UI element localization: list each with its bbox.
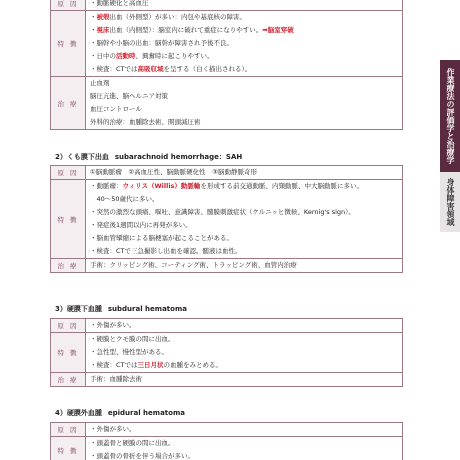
section-heading-title: 4）硬膜外血腫: [55, 409, 102, 417]
content-line: [90, 206, 398, 219]
highlight-term: 三日月状: [137, 361, 164, 369]
content-line: [90, 437, 398, 450]
content-line: [90, 359, 398, 372]
content-line: ・外傷が多い。: [90, 321, 136, 329]
content-line: 手術：クリッピング術、コーティング術、トラッピング術、血管内治療: [90, 261, 297, 269]
content-line: ①脳動脈瘤 ②高血圧性、脳動脈硬化性 ③脳動静脈奇形: [90, 168, 257, 176]
content-line: [90, 180, 398, 193]
section-heading-epidural: [55, 408, 185, 418]
row-content: [86, 373, 403, 387]
section-heading-english: epidural hematoma: [107, 409, 185, 417]
row-content: [86, 0, 403, 11]
text-segment: ・突然の激烈な頭痛、嘔吐、意識障害、髄膜刺激症状（ケルニッヒ徴候、Kernig's sign）。: [90, 208, 355, 216]
content-line: 止血剤: [90, 79, 110, 87]
chapter-tab[interactable]: [440, 60, 460, 172]
text-segment: ・: [90, 26, 97, 34]
row-content: [86, 11, 403, 77]
section-heading-title: 3）硬膜下血腫: [55, 305, 102, 313]
text-segment: 40～50歳代に多い。: [90, 195, 159, 203]
highlight-term: 視床: [96, 26, 110, 34]
content-line: [90, 63, 398, 76]
row-header: 原 因: [51, 319, 86, 333]
side-tabs: [440, 60, 460, 232]
text-segment: を形成する前交通動脈、内頸動脈、中大脳動脈に多い。: [200, 182, 363, 190]
content-line: [90, 193, 398, 206]
arrow-icon: ➡: [262, 26, 268, 34]
content-line: [90, 11, 398, 24]
row-header: 原 因: [51, 166, 86, 180]
text-segment: ・動脈瘤：: [90, 182, 123, 190]
section-tab-label: 身体障害領域: [446, 178, 455, 226]
row-header: 原 因: [51, 423, 86, 437]
section-heading-title: 2）くも膜下出血: [55, 153, 109, 161]
highlight-term: 活動時: [116, 52, 136, 60]
content-line: ・動脈硬化と高血圧: [90, 0, 149, 7]
content-line: [90, 232, 398, 245]
content-line: [90, 450, 398, 460]
text-segment: ・脳血管攣縮による脳梗塞が起こることがある。: [90, 234, 233, 242]
row-header: 治 療: [51, 77, 86, 130]
row-header: 治 療: [51, 373, 86, 387]
text-segment: ・脳幹や小脳の出血：脳幹が障害され予後不良。: [90, 39, 233, 47]
table-row: [51, 333, 403, 373]
content-line: ・外傷が多い。: [90, 425, 136, 433]
text-segment: ・急性型、慢性型がある。: [90, 348, 168, 356]
table-row: [51, 0, 403, 11]
text-segment: の血腫をみとめる。: [163, 361, 223, 369]
section-heading-sah: [55, 152, 242, 162]
text-segment: ・頭蓋骨の骨折を伴う場合が多い。: [90, 452, 194, 460]
section-tab[interactable]: [440, 172, 460, 232]
table-row: [51, 11, 403, 77]
section-heading-english: subarachnoid hemorrhage：SAH: [114, 153, 243, 161]
text-segment: 出血（外側型）が多い：内包や基底核の障害。: [109, 13, 246, 21]
text-segment: ・日中の: [90, 52, 116, 60]
row-content: [86, 180, 403, 259]
table-row: [51, 259, 403, 273]
highlight-term: 脳室穿破: [267, 26, 294, 34]
text-segment: ・検査：CTでは: [90, 65, 138, 73]
row-header: 特 徴: [51, 437, 86, 460]
section-heading-subdural: [55, 304, 187, 314]
content-line: 脳圧亢進、脳ヘルニア対策: [90, 92, 168, 100]
row-content: [86, 423, 403, 437]
chapter-tab-label: 作業療法の評価学と治療学: [446, 68, 455, 164]
table-row: [51, 437, 403, 460]
row-content: [86, 333, 403, 373]
table-row: [51, 423, 403, 437]
text-segment: ・頭蓋骨と硬膜の間に出血。: [90, 439, 175, 447]
text-segment: 出血（内側型）：脳室内に破れて重症になりやすい。: [109, 26, 263, 34]
row-header: 特 徴: [51, 180, 86, 259]
content-line: [90, 219, 398, 232]
text-segment: ・硬膜とクモ膜の間に出血。: [90, 335, 175, 343]
content-line: 血圧コントロール: [90, 105, 142, 113]
content-line: [90, 50, 398, 63]
text-segment: ・: [90, 13, 97, 21]
content-line: [90, 37, 398, 50]
highlight-term: ウィリス（Willis）動脈輪: [122, 182, 201, 190]
row-content: [86, 77, 403, 130]
row-header: 特 徴: [51, 333, 86, 373]
table-row: [51, 77, 403, 130]
text-segment: ・検査：CTで三急撮影し出血を確認。髄液は血性。: [90, 247, 242, 255]
table-subdural: [50, 318, 403, 387]
content-line: 外科的治療：血腫除去術、開頭減圧術: [90, 118, 201, 126]
table-epidural: [50, 422, 403, 460]
row-content: [86, 319, 403, 333]
content-line: [90, 245, 398, 258]
row-header: 原 因: [51, 0, 86, 11]
row-content: [86, 437, 403, 460]
content-line: [90, 24, 398, 37]
table-row: [51, 166, 403, 180]
table-sah: [50, 165, 403, 273]
table-row: [51, 180, 403, 259]
row-content: [86, 166, 403, 180]
section-heading-english: subdural hematoma: [107, 305, 187, 313]
content-line: [90, 333, 398, 346]
row-header: 治 療: [51, 259, 86, 273]
content-line: [90, 346, 398, 359]
table-hemorrhage-continued: [50, 0, 403, 130]
row-header: 特 徴: [51, 11, 86, 77]
row-content: [86, 259, 403, 273]
table-row: [51, 373, 403, 387]
highlight-term: 高吸収域: [137, 65, 164, 73]
text-segment: を呈する（白く描出される）。: [163, 65, 252, 73]
text-segment: ・発症後1週間以内に再発が多い。: [90, 221, 192, 229]
highlight-term: 被殻: [96, 13, 110, 21]
text-segment: 、興奮時に起こりやすい。: [135, 52, 214, 60]
content-line: 手術：血腫除去術: [90, 375, 142, 383]
table-row: [51, 319, 403, 333]
text-segment: ・検査：CTでは: [90, 361, 138, 369]
